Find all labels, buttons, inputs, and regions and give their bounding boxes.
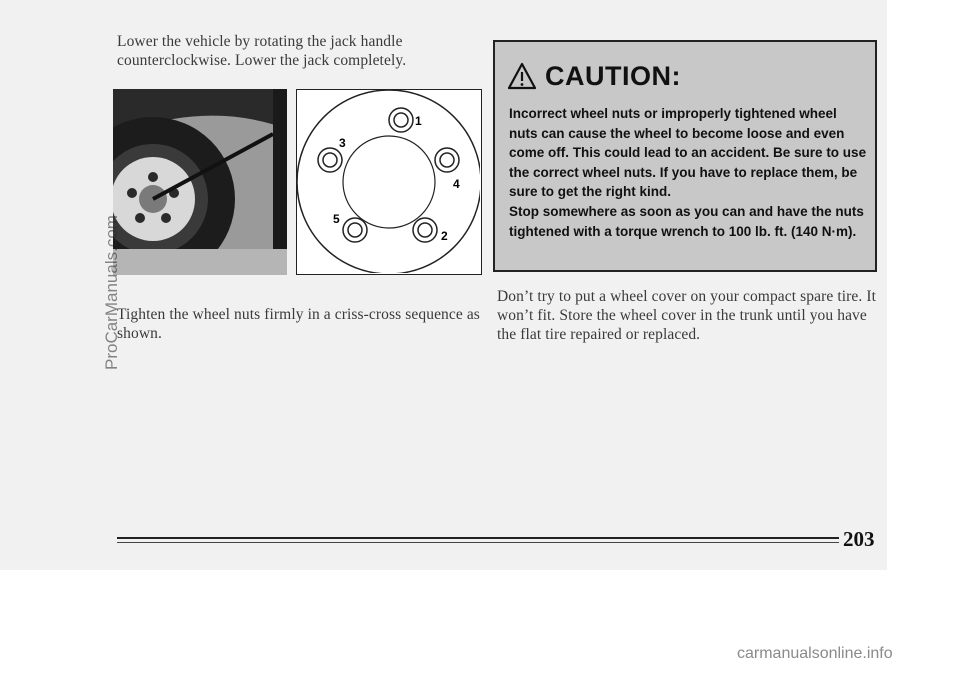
warning-triangle-icon [507,62,537,90]
footer-rule-thin [117,542,839,543]
nut-1 [389,108,413,132]
nut-label-4: 4 [453,177,460,191]
footer-rule [117,537,839,539]
footer-watermark: carmanualsonline.info [737,645,893,662]
caution-box [493,40,877,272]
wheel-jack-photo [113,89,287,275]
nut-3 [318,148,342,172]
instruction-lower-vehicle: Lower the vehicle by rotating the jack handle counterclockwise. Lower the jack completely. [117,33,407,69]
page-number: 203 [843,527,875,551]
nut-tightening-diagram [296,89,482,275]
caution-header [507,56,681,96]
side-watermark: ProCarManuals.com [102,215,121,370]
nut-4 [435,148,459,172]
nut-2 [413,218,437,242]
caution-text-torque: Stop somewhere as soon as you can and have the nuts tightened with a torque wrench to 100 lb. ft. (140 N·m). [509,204,864,239]
nut-label-1: 1 [415,114,422,128]
nut-label-3: 3 [339,136,346,150]
nut-label-5: 5 [333,212,340,226]
caution-text-wheel-nuts: Incorrect wheel nuts or improperly tightened wheel nuts can cause the wheel to become loose and even come off. This could lead to an accident. Be sure to use the correct wheel nuts. If you have to replace them, be sure to get the right kind. [509,106,867,199]
caution-title: CAUTION: [545,60,681,91]
nut-label-2: 2 [441,229,448,243]
instruction-wheel-cover: Don’t try to put a wheel cover on your compact spare tire. It won’t fit. Store the wheel cover in the trunk until you have the flat tire repaired or replaced. [497,288,876,343]
nut-5 [343,218,367,242]
instruction-tighten-nuts: Tighten the wheel nuts firmly in a criss-cross sequence as shown. [117,306,480,342]
